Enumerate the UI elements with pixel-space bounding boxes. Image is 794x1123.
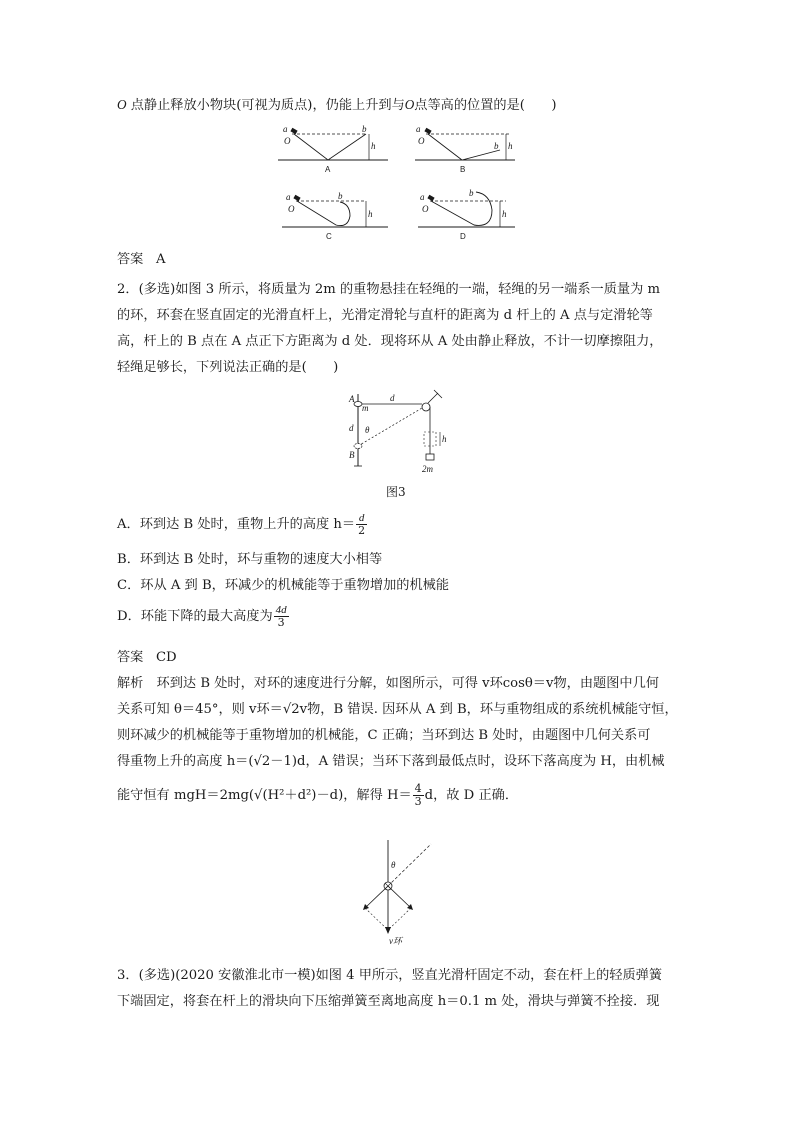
caption-d: D	[460, 232, 466, 241]
q2-analysis-line-5: 能守恒有 mgH＝2mg(√(H²＋d²)－d)，解得 H＝ $\frac{4}{3}$ d，故 D 正确．	[117, 782, 519, 808]
svg-text:a: a	[283, 124, 288, 134]
velocity-decomposition-figure	[355, 838, 435, 948]
svg-text:2m: 2m	[422, 464, 433, 474]
q2-analysis-line-1: 解析 环到达 B 处时，对环的速度进行分解，如图所示，可得 v环cosθ＝v物，由题图中几何	[117, 676, 659, 691]
svg-text:a: a	[286, 192, 291, 202]
svg-text:θ: θ	[365, 425, 370, 435]
q2-analysis-line-3: 则环减少的机械能等于重物增加的机械能，C 正确；当环到达 B 处时，由题图中几何关系可	[117, 728, 651, 743]
q1-stem-tail: O 点静止释放小物块(可视为质点)，仍能上升到与O点等高的位置的是( )	[117, 97, 557, 113]
q1-answer: 答案 A	[117, 252, 166, 267]
svg-text:O: O	[288, 204, 295, 214]
q2-stem-line-3: 高，杆上的 B 点在 A 点正下方距离为 d 处．现将环从 A 处由静止释放，不计一切摩擦阻力，	[117, 334, 663, 349]
caption-a: A	[325, 165, 331, 174]
q2-analysis-line-4: 得重物上升的高度 h＝(√2－1)d，A 错误；当环下落到最低点时，设环下落高度为 H，由机械	[117, 754, 665, 769]
q2-option-c: C．环从 A 到 B，环减少的机械能等于重物增加的机械能	[117, 578, 450, 593]
svg-text:d: d	[349, 423, 354, 433]
svg-text:a: a	[420, 192, 425, 202]
q1-figure	[270, 122, 530, 244]
svg-text:A: A	[349, 394, 355, 404]
svg-text:h: h	[508, 141, 513, 151]
q2-option-a: A．环到达 B 处时，重物上升的高度 h＝ $\frac{d}{2}$	[117, 512, 366, 537]
caption-c: C	[326, 232, 332, 241]
option-c-diagram	[282, 191, 388, 241]
q2-stem-line-4: 轻绳足够长，下列说法正确的是( )	[117, 360, 339, 375]
svg-text:m: m	[362, 403, 369, 413]
svg-text:b: b	[338, 191, 343, 201]
q2-option-b: B．环到达 B 处时，环与重物的速度大小相等	[117, 552, 383, 567]
figure-3	[340, 386, 460, 474]
option-d-diagram	[418, 188, 515, 241]
caption-b: B	[460, 165, 466, 174]
q2-answer: 答案 CD	[117, 650, 177, 665]
q2-stem-line-1: 2．(多选)如图 3 所示，将质量为 2m 的重物悬挂在轻绳的一端，轻绳的另一端系一质量为 m	[117, 282, 660, 297]
svg-text:d: d	[390, 393, 395, 403]
svg-text:b: b	[469, 188, 474, 198]
svg-text:h: h	[368, 209, 373, 219]
option-a-diagram	[278, 124, 388, 174]
figure-3-caption: 图3	[386, 485, 406, 499]
svg-text:h: h	[502, 209, 507, 219]
q2-stem-line-2: 的环，环套在竖直固定的光滑直杆上，光滑定滑轮与直杆的距离为 d 杆上的 A 点与定滑轮等	[117, 308, 653, 323]
option-b-diagram	[415, 124, 515, 174]
svg-text:b: b	[494, 141, 499, 151]
svg-text:h: h	[442, 434, 447, 444]
svg-text:B: B	[349, 450, 355, 460]
q3-stem-line-1: 3．(多选)(2020 安徽淮北市一模)如图 4 甲所示，竖直光滑杆固定不动，套在杆上的轻质弹簧	[117, 968, 663, 983]
q3-stem-line-2: 下端固定，将套在杆上的滑块向下压缩弹簧至离地高度 h＝0.1 m 处，滑块与弹簧不拴接．现	[117, 994, 660, 1009]
svg-text:b: b	[362, 124, 367, 134]
svg-text:θ: θ	[391, 860, 396, 870]
svg-text:h: h	[371, 141, 376, 151]
svg-text:O: O	[418, 136, 425, 146]
svg-text:a: a	[416, 124, 421, 134]
q2-option-d: D．环能下降的最大高度为 $\frac{4d}{3}$	[117, 604, 287, 629]
svg-text:O: O	[422, 204, 429, 214]
svg-text:v环: v环	[389, 936, 402, 946]
svg-text:O: O	[284, 136, 291, 146]
q2-analysis-line-2: 关系可知 θ＝45°，则 v环＝√2v物，B 错误. 因环从 A 到 B，环与重物组成的系统机械能守恒，	[117, 702, 678, 717]
